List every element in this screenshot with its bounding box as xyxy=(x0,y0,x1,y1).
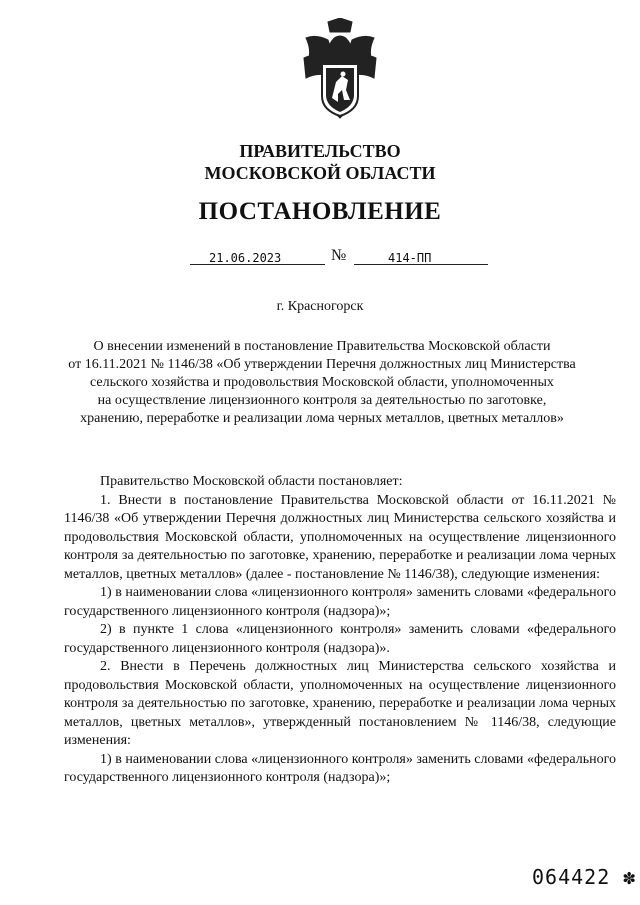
document-subject xyxy=(52,338,592,428)
government-name-line1: ПРАВИТЕЛЬСТВО xyxy=(239,141,401,161)
document-type-title: ПОСТАНОВЛЕНИЕ xyxy=(198,198,442,225)
document-body xyxy=(64,473,616,788)
body-paragraph-1-item-2: 2) в пункте 1 слова «лицензионного контроля» заменить словами «федерального государственного лицензионного контроля (надзора)». xyxy=(64,622,616,656)
asterisk-icon: ✽ xyxy=(623,865,637,889)
subject-line: на осуществление лицензионного контроля за деятельностью по заготовке, xyxy=(97,393,547,408)
serial-number-text: 064422 xyxy=(532,865,611,889)
subject-line: О внесении изменений в постановление Правительства Московской области xyxy=(93,339,551,354)
city-line: г. Красногорск xyxy=(276,299,364,314)
subject-line: хранению, переработке и реализации лома черных металлов, цветных металлов» xyxy=(80,411,564,426)
body-paragraph-2-item-1: 1) в наименовании слова «лицензионного контроля» заменить словами «федерального государственного лицензионного контроля (надзора)»; xyxy=(64,751,616,785)
body-paragraph-1-item-1: 1) в наименовании слова «лицензионного контроля» заменить словами «федерального государственного лицензионного контроля (надзора)»; xyxy=(64,585,616,619)
document-date: 21.06.2023 xyxy=(209,251,282,265)
coat-of-arms-emblem xyxy=(298,18,382,120)
government-name-line2: МОСКОВСКОЙ ОБЛАСТИ xyxy=(204,163,436,183)
body-paragraph-2: 2. Внести в Перечень должностных лиц Министерства сельского хозяйства и продовольствия Московской области, уполномоченных на осуществление лицензионного контроля за деятельностью по заготовке, хранению, переработке и реализации лома черных металлов, цветных металлов», утвержденный постановлением № 1146/38, следующие изменения: xyxy=(64,659,616,748)
serial-number xyxy=(532,865,636,889)
document-number: 414-ПП xyxy=(388,251,432,265)
number-sign: № xyxy=(331,247,347,264)
body-paragraph-1: 1. Внести в постановление Правительства Московской области от 16.11.2021 № 1146/38 «Об утверждении Перечня должностных лиц Министерства сельского хозяйства и продовольствия Московской области, уполномоченных на осуществление лицензионного контроля за деятельностью по заготовке, хранению, переработке и реализации лома черных металлов, цветных металлов» (далее - постановление № 1146/38), следующие изменения: xyxy=(64,492,616,582)
subject-line: сельского хозяйства и продовольствия Московской области, уполномоченных xyxy=(90,375,554,390)
subject-line: от 16.11.2021 № 1146/38 «Об утверждении Перечня должностных лиц Министерства xyxy=(68,357,576,372)
body-intro: Правительство Московской области постановляет: xyxy=(100,474,403,489)
